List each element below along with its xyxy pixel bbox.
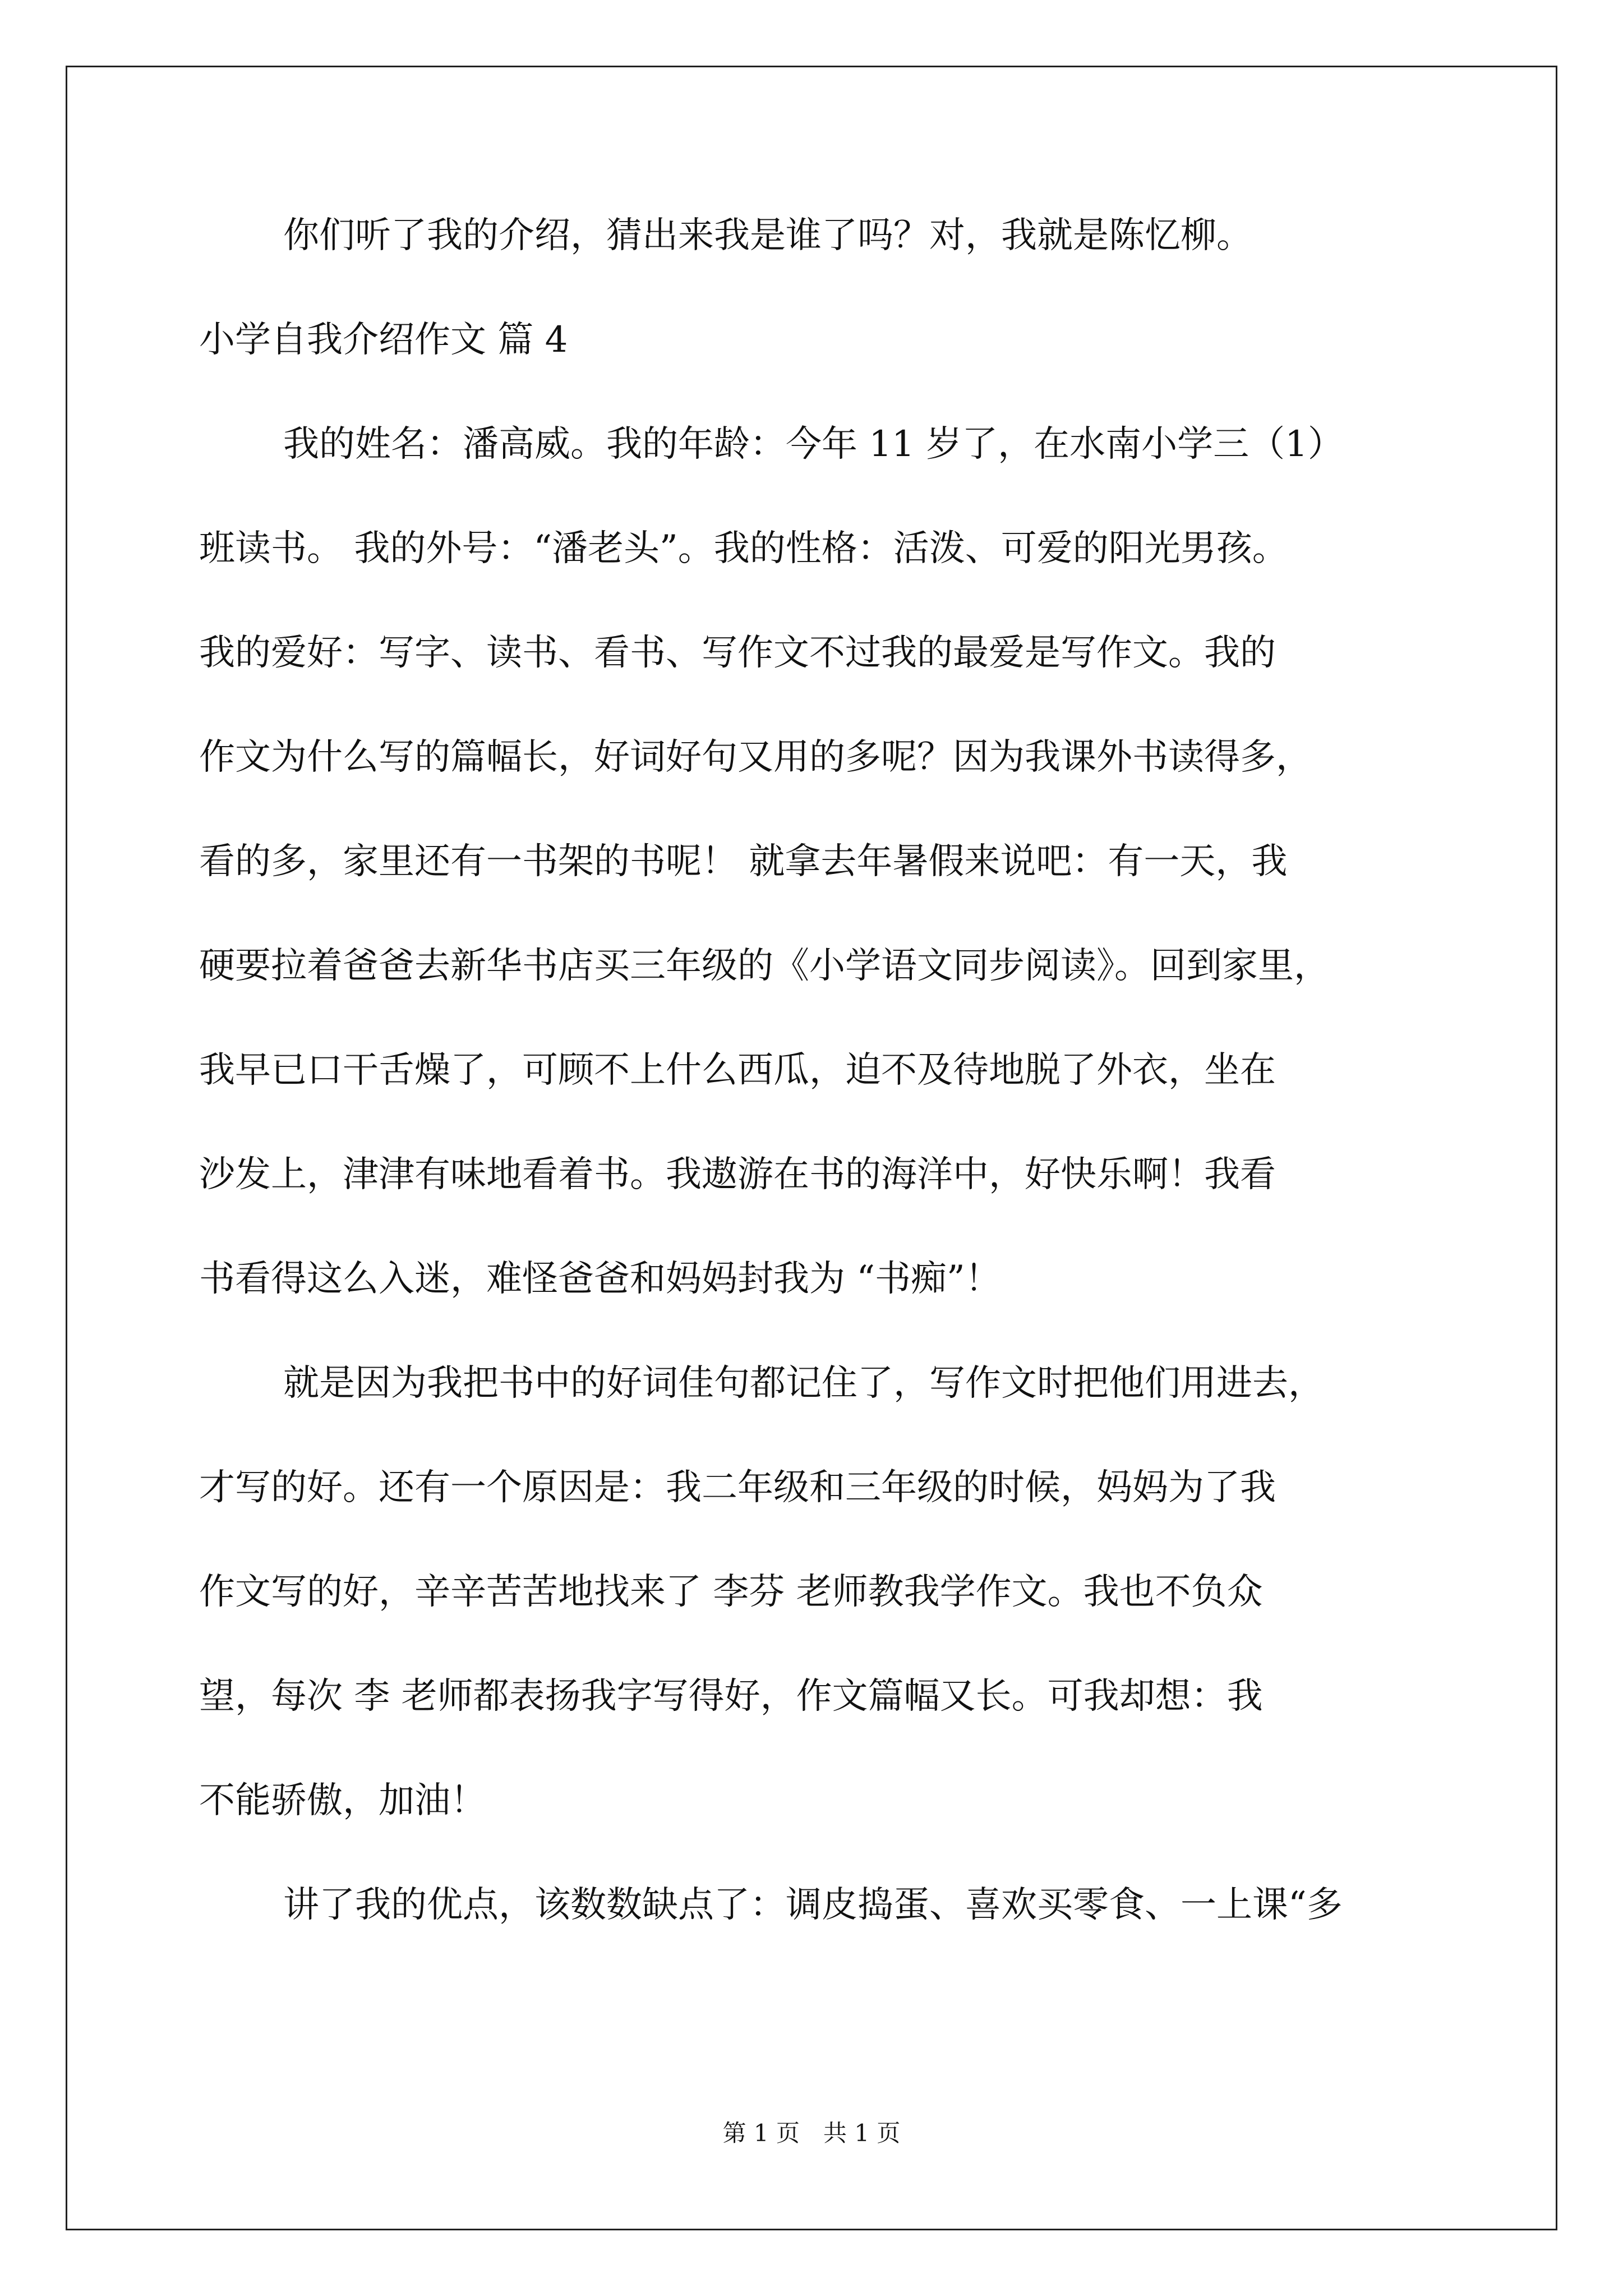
paragraph-line: 我的姓名：潘高威。我的年龄：今年 11 岁了，在水南小学三（1）: [283, 424, 1344, 465]
page-footer: 第 1 页 共 1 页: [722, 2119, 901, 2147]
paragraph-line: 我的爱好：写字、读书、看书、写作文不过我的最爱是写作文。我的: [199, 632, 1276, 674]
paragraph-line: 讲了我的优点，该数数缺点了：调皮捣蛋、喜欢买零食、一上课“多: [283, 1884, 1343, 1926]
paragraph-line: 作文为什么写的篇幅长，好词好句又用的多呢？因为我课外书读得多，: [199, 737, 1312, 778]
paragraph-line: 班读书。 我的外号：“潘老头”。我的性格：活泼、可爱的阳光男孩。: [199, 528, 1288, 569]
paragraph-line: 我早已口干舌燥了，可顾不上什么西瓜，迫不及待地脱了外衣，坐在: [199, 1050, 1276, 1091]
paragraph-line: 就是因为我把书中的好词佳句都记住了，写作文时把他们用进去，: [283, 1363, 1324, 1404]
paragraph-line: 不能骄傲，加油！: [199, 1780, 486, 1821]
paragraph-line: 看的多，家里还有一书架的书呢！ 就拿去年暑假来说吧：有一天，我: [199, 841, 1288, 882]
paragraph-line: 作文写的好，辛辛苦苦地找来了 李芬 老师教我学作文。我也不负众: [199, 1571, 1263, 1613]
section-heading: 小学自我介绍作文 篇 4: [199, 319, 568, 361]
paragraph-line: 才写的好。还有一个原因是：我二年级和三年级的时候，妈妈为了我: [199, 1467, 1276, 1508]
paragraph-line: 望，每次 李 老师都表扬我字写得好，作文篇幅又长。可我却想：我: [199, 1676, 1263, 1717]
paragraph-line: 硬要拉着爸爸去新华书店买三年级的《小学语文同步阅读》。回到家里，: [199, 945, 1330, 987]
paragraph-line: 沙发上，津津有味地看着书。我遨游在书的海洋中，好快乐啊！我看: [199, 1154, 1276, 1195]
paragraph-line: 书看得这么入迷，难怪爸爸和妈妈封我为 “书痴”！: [199, 1258, 1001, 1300]
paragraph-line: 你们听了我的介绍，猜出来我是谁了吗？对，我就是陈忆柳。: [283, 215, 1252, 256]
